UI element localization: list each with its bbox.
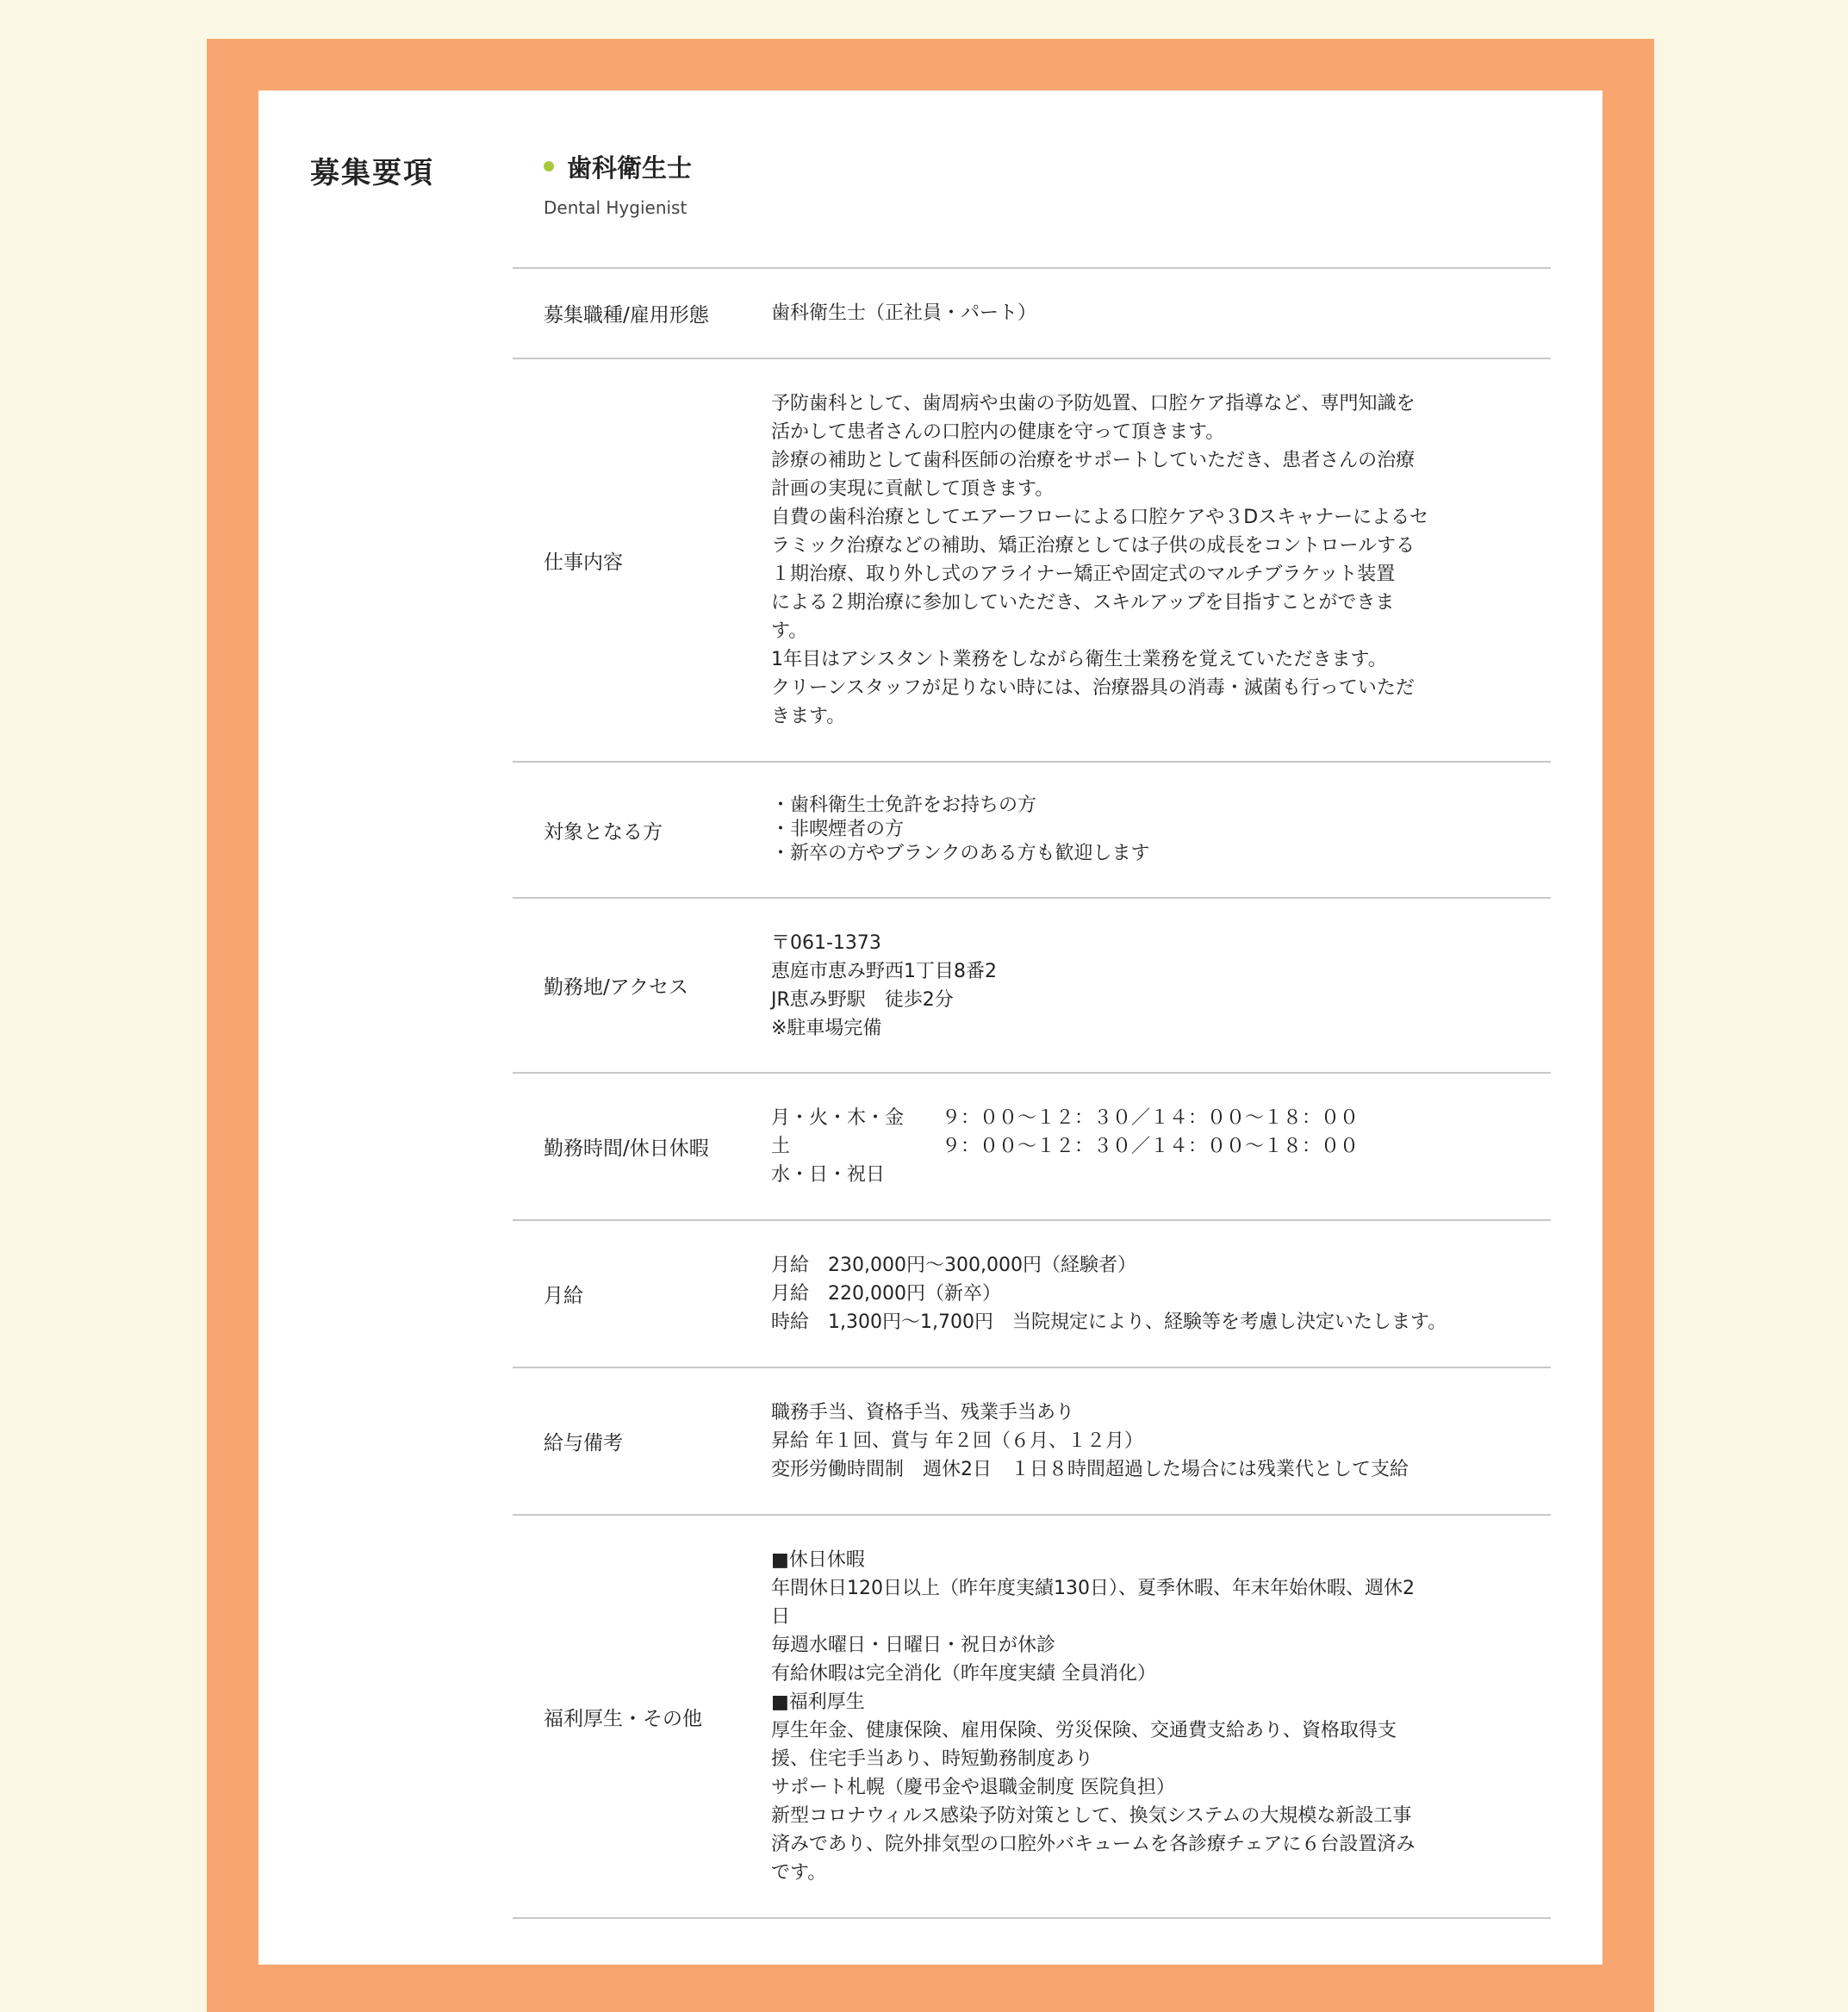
value-line: 毎週水曜日・日曜日・祝日が休診 (771, 1635, 1056, 1656)
bullet-dot-icon (544, 161, 554, 171)
value-line: 自費の歯科治療としてエアーフローによる口腔ケアや３Dスキャナーによるセ (771, 507, 1429, 528)
row-label: 募集職種/雇用形態 (544, 304, 709, 327)
value-line: ・新卒の方やブランクのある方も歓迎します (771, 843, 1150, 864)
row-target (513, 763, 1551, 899)
row-value (771, 389, 1551, 731)
row-value (771, 1546, 1551, 1887)
value-line: 〒061-1373 (771, 931, 881, 954)
row-job-description (513, 359, 1551, 763)
value-line: す。 (771, 620, 808, 642)
value-line: 厚生年金、健康保険、雇用保険、労災保険、交通費支給あり、資格取得支 (771, 1720, 1397, 1741)
value-line: です。 (771, 1862, 827, 1884)
row-value (771, 794, 1551, 866)
value-line: ※駐車場完備 (771, 1017, 882, 1039)
value-line: きます。 (771, 706, 846, 727)
value-line: 日 (771, 1606, 791, 1628)
value-line: 月・火・木・金 ９：００〜１２：３０／１４：００〜１８：００ (771, 1107, 1360, 1129)
value-line: ■福利厚生 (771, 1691, 865, 1713)
row-label: 月給 (544, 1285, 583, 1307)
value-line: 済みであり、院外排気型の口腔外バキュームを各診療チェアに６台設置済み (771, 1834, 1416, 1855)
value-line: クリーンスタッフが足りない時には、治療器具の消毒・滅菌も行っていただ (771, 677, 1415, 699)
row-value (771, 1251, 1551, 1336)
value-line: ■休日休暇 (771, 1549, 865, 1571)
row-salary-notes (513, 1368, 1551, 1516)
orange-frame (207, 39, 1654, 2012)
value-line: 土 ９：００〜１２：３０／１４：００〜１８：００ (771, 1136, 1360, 1157)
row-value (771, 299, 1551, 327)
row-salary (513, 1221, 1551, 1368)
value-line: 新型コロナウィルス感染予防対策として、換気システムの大規模な新設工事 (771, 1805, 1412, 1827)
recruitment-panel (258, 90, 1602, 1965)
row-label: 福利厚生・その他 (544, 1707, 702, 1730)
job-title: 歯科衛生士 (567, 153, 693, 183)
value-line: 年間休日120日以上（昨年度実績130日）、夏季休暇、年末年始休暇、週休2 (771, 1578, 1415, 1599)
row-value (771, 1398, 1551, 1484)
row-benefits (513, 1516, 1551, 1919)
value-line: 恵庭市恵み野西1丁目8番2 (771, 960, 997, 982)
value-line: 有給休暇は完全消化（昨年度実績 全員消化） (771, 1663, 1156, 1685)
value-line: 水・日・祝日 (771, 1164, 886, 1186)
value-line: による２期治療に参加していただき、スキルアップを目指すことができま (771, 592, 1395, 614)
value-line: ・非喫煙者の方 (771, 819, 905, 840)
section-title: 募集要項 (310, 156, 434, 190)
job-header (513, 142, 1551, 269)
value-line: 計画の実現に貢献して頂きます。 (771, 478, 1055, 500)
value-line: 診療の補助として歯科医師の治療をサポートしていただき、患者さんの治療 (771, 450, 1416, 471)
value-line: 援、住宅手当あり、時短勤務制度あり (771, 1748, 1094, 1770)
job-subtitle: Dental Hygienist (544, 197, 688, 218)
row-value (771, 929, 1551, 1043)
value-line: 予防歯科として、歯周病や虫歯の予防処置、口腔ケア指導など、専門知識を (771, 393, 1416, 414)
row-label: 勤務地/アクセス (544, 976, 689, 999)
row-location (513, 899, 1551, 1074)
value-line: 歯科衛生士（正社員・パート） (771, 302, 1037, 324)
value-line: 変形労働時間制 週休2日 １日８時間超過した場合には残業代として支給 (771, 1459, 1409, 1480)
value-line: 1年目はアシスタント業務をしながら衛生士業務を覚えていただきます。 (771, 649, 1387, 670)
row-label: 勤務時間/休日休暇 (544, 1137, 709, 1160)
row-working-hours (513, 1074, 1551, 1221)
value-line: サポート札幌（慶弔金や退職金制度 医院負担） (771, 1777, 1175, 1798)
value-line: １期治療、取り外し式のアライナー矯正や固定式のマルチブラケット装置 (771, 564, 1396, 585)
value-line: 職務手当、資格手当、残業手当あり (771, 1402, 1075, 1423)
value-line: JR恵み野駅 徒歩2分 (771, 988, 954, 1011)
row-value (771, 1104, 1551, 1189)
row-label: 対象となる方 (544, 820, 663, 844)
job-details (513, 142, 1551, 1919)
value-line: 月給 230,000円〜300,000円（経験者） (771, 1255, 1136, 1276)
value-line: 昇給 年１回、賞与 年２回（６月、１２月） (771, 1430, 1143, 1452)
value-line: ラミック治療などの補助、矯正治療としては子供の成長をコントロールする (771, 535, 1416, 557)
row-label: 仕事内容 (544, 551, 623, 574)
value-line: 活かして患者さんの口腔内の健康を守って頂きます。 (771, 421, 1225, 443)
value-line: 時給 1,300円〜1,700円 当院規定により、経験等を考慮し決定いたします。 (771, 1311, 1447, 1333)
row-label: 給与備考 (544, 1432, 623, 1454)
row-job-type (513, 269, 1551, 359)
value-line: 月給 220,000円（新卒） (771, 1283, 1001, 1305)
value-line: ・歯科衛生士免許をお持ちの方 (771, 794, 1037, 816)
